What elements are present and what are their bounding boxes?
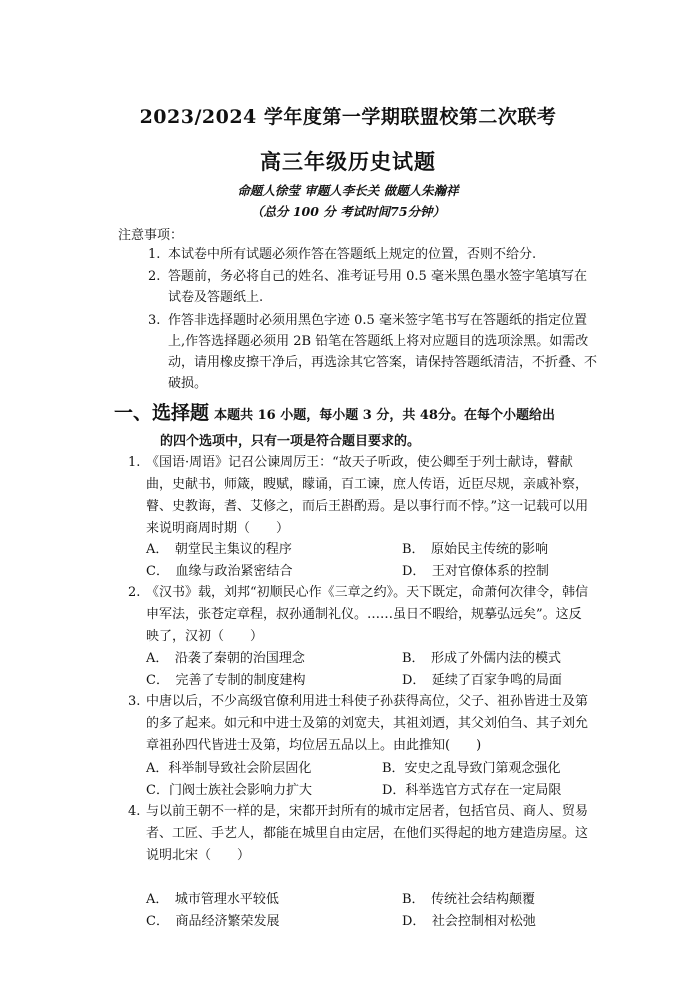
exam-authors: 命题人徐莹 审题人李长关 做题人朱瀚祥 xyxy=(237,183,459,198)
note-item xyxy=(148,266,598,308)
option-a: A． 沿袭了秦朝的治国理念 xyxy=(146,651,305,666)
question-stem: 中唐以后，不少高级官僚利用进士科使子孙获得高位，父子、祖孙皆进士及第的多了起来。如元和中进士及第的刘宽夫，其祖刘迺，其父刘伯刍、其子刘允章祖孙四代皆进士及第，均位居五品以上。由此推知( ) xyxy=(146,694,589,753)
option-d: D． 社会控制相对松弛 xyxy=(402,914,536,929)
option-b: B． 形成了外儒内法的模式 xyxy=(402,651,562,666)
note-item xyxy=(148,310,598,394)
option-b: B． 原始民主传统的影响 xyxy=(402,542,549,557)
note-number: 1. xyxy=(148,247,161,262)
exam-meta: （总分 100 分 考试时间75分钟） xyxy=(250,204,446,219)
notes-heading: 注意事项： xyxy=(118,228,184,243)
option-d: D． 延续了百家争鸣的局面 xyxy=(402,673,562,688)
option-c: C． 商品经济繁荣发展 xyxy=(146,914,280,929)
option-a: A．科举制导致社会阶层固化 xyxy=(146,761,312,776)
question-1 xyxy=(128,452,590,540)
question-stem: 《汉书》载，刘邦“初顺民心作《三章之约》。天下既定，命萧何次律令，韩信申军法，张苍定章程，叔孙通制礼仪。……虽日不暇给，规摹弘远矣”。这反映了，汉初（ ） xyxy=(146,585,589,644)
question-4 xyxy=(128,801,590,867)
note-text: 本试卷中所有试题必须作答在答题纸上规定的位置，否则不给分. xyxy=(168,247,537,262)
question-number: 3. xyxy=(128,694,141,709)
note-number: 2. xyxy=(148,269,161,284)
section-heading xyxy=(114,398,604,425)
option-c: C．门阀士族社会影响力扩大 xyxy=(146,783,312,798)
option-c: C． 完善了专制的制度建构 xyxy=(146,673,306,688)
option-c: C． 血缘与政治紧密结合 xyxy=(146,564,293,579)
option-d: D．科举选官方式存在一定局限 xyxy=(382,783,562,798)
question-number: 2. xyxy=(128,585,141,600)
option-b: B． 传统社会结构颠覆 xyxy=(402,892,536,907)
section-title: 一、选择题 xyxy=(114,402,210,424)
exam-subtitle: 高三年级历史试题 xyxy=(260,149,436,174)
option-b: B．安史之乱导致门第观念强化 xyxy=(382,761,561,776)
note-text: 答题前，务必将自己的姓名、准考证号用 0.5 毫米黑色墨水签字笔填写在试卷及答题纸上. xyxy=(168,269,587,305)
section-desc: 本题共 16 小题，每小题 3 分，共 48分。在每个小题给出 xyxy=(214,408,555,423)
exam-title: 2023/2024 学年度第一学期联盟校第二次联考 xyxy=(139,106,557,128)
note-text: 作答非选择题时必须用黑色字迹 0.5 毫米签字笔书写在答题纸的指定位置上,作答选择题必须用 2B 铅笔在答题纸上将对应题目的选项涂黑。如需改动，请用橡皮擦干净后，再选涂其它答案，请保持答题纸清洁，不折叠、不破损。 xyxy=(168,313,598,391)
question-2 xyxy=(128,582,590,648)
question-3 xyxy=(128,691,590,757)
question-number: 1. xyxy=(128,455,141,470)
option-d: D． 王对官僚体系的控制 xyxy=(402,564,549,579)
question-stem: 《国语·周语》记召公谏周厉王：“故天子听政，使公卿至于列士献诗，瞽献曲，史献书，师箴，瞍赋，矇诵，百工谏，庶人传语，近臣尽规，亲戚补察，瞽、史教诲，耆、艾修之，而后王斟酌焉。是以事行而不悖。”这一记载可以用来说明商周时期（ ） xyxy=(146,455,589,536)
question-number: 4. xyxy=(128,804,141,819)
section-desc-cont: 的四个选项中，只有一项是符合题目要求的。 xyxy=(160,434,421,449)
note-number: 3. xyxy=(148,313,161,328)
option-a: A． 城市管理水平较低 xyxy=(146,892,279,907)
note-item xyxy=(148,244,598,265)
option-a: A． 朝堂民主集议的程序 xyxy=(146,542,292,557)
question-stem: 与以前王朝不一样的是，宋都开封所有的城市定居者，包括官员、商人、贸易者、工匠、手艺人，都能在城里自由定居，在他们买得起的地方建造房屋。这说明北宋（ ） xyxy=(146,804,589,863)
